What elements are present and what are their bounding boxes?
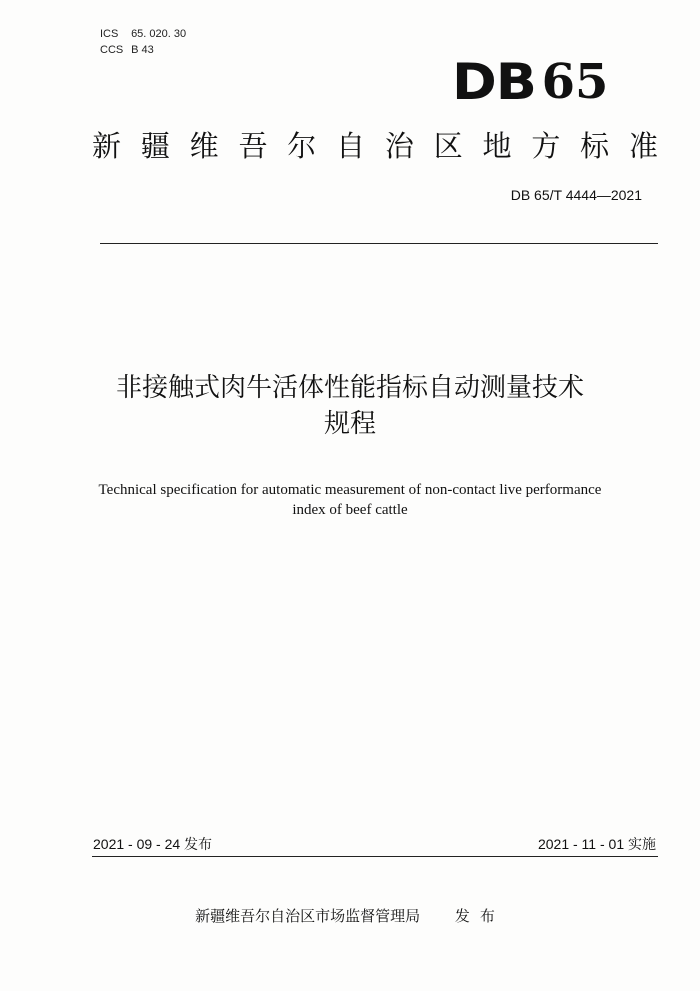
issuer-title-char: 方 bbox=[531, 129, 561, 163]
ccs-label: CCS bbox=[100, 44, 124, 56]
issuer-title-char: 维 bbox=[189, 129, 219, 163]
publisher-action: 发布 bbox=[454, 907, 505, 925]
db-logo-number: 65 bbox=[541, 54, 609, 110]
issuer-title-char: 自 bbox=[336, 129, 366, 163]
standard-number: DB 65/T 4444—2021 bbox=[510, 187, 642, 203]
english-title bbox=[60, 480, 640, 520]
issuer-standard-title bbox=[92, 128, 658, 164]
top-divider bbox=[100, 243, 658, 244]
issuer-title-char: 地 bbox=[482, 129, 512, 163]
english-title-line-2: index of beef cattle bbox=[292, 502, 408, 518]
db-logo-mark: DB bbox=[452, 53, 536, 111]
ics-value: 65. 020. 30 bbox=[131, 28, 187, 40]
english-title-line-1: Technical specification for automatic measurement of non-contact live performance bbox=[98, 482, 602, 498]
chinese-title-line-1: 非接触式肉牛活体性能指标自动测量技术 bbox=[115, 373, 584, 403]
ics-label: ICS bbox=[100, 28, 119, 40]
issuer-title-char: 吾 bbox=[238, 129, 268, 163]
bottom-divider bbox=[92, 856, 658, 857]
issuer-title-char: 准 bbox=[628, 129, 658, 163]
issuer-title-char: 疆 bbox=[140, 129, 170, 163]
issue-date: 2021 - 09 - 24 发布 bbox=[93, 836, 213, 852]
issuer-title-char: 治 bbox=[384, 129, 414, 163]
issuer-title-char: 标 bbox=[580, 129, 610, 163]
ccs-value: B 43 bbox=[131, 44, 154, 56]
issuer-title-char: 尔 bbox=[287, 129, 317, 163]
publisher-line bbox=[0, 905, 700, 926]
effective-date: 2021 - 11 - 01 实施 bbox=[537, 836, 656, 852]
issuer-title-char: 区 bbox=[433, 129, 463, 163]
ccs-code bbox=[100, 42, 186, 58]
classification-codes bbox=[100, 26, 186, 58]
issuer-title-char: 新 bbox=[92, 129, 122, 163]
ics-code bbox=[100, 26, 186, 42]
publisher-name: 新疆维吾尔自治区市场监督管理局 bbox=[195, 907, 421, 925]
db-logo bbox=[452, 53, 609, 111]
chinese-title-line-2: 规程 bbox=[323, 409, 376, 439]
chinese-title bbox=[60, 370, 640, 442]
